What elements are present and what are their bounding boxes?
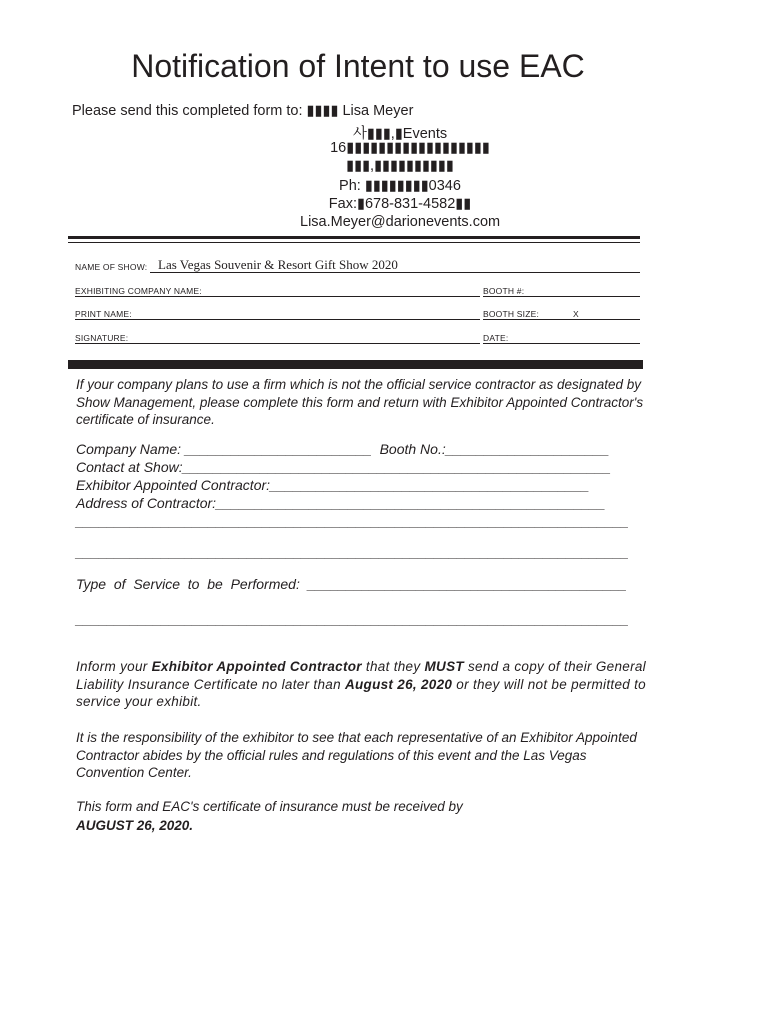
intro-paragraph: If your company plans to use a firm which is not the official service contractor as designated by Show Management, please complete this form and return with Exhibitor Appointed Contractor's certificate of insurance. bbox=[76, 377, 644, 427]
booth-size-x: X bbox=[573, 309, 579, 319]
address-email: Lisa.Meyer@darionevents.com bbox=[300, 214, 501, 230]
header-divider-thin bbox=[68, 242, 640, 243]
address-extra-line-1[interactable]: _______________________________________________________________________ bbox=[76, 513, 629, 529]
inform-text-4: or they will not be permitted to service your exhibit. bbox=[76, 676, 646, 709]
date-field[interactable] bbox=[483, 343, 640, 344]
address-extra-line-2[interactable]: _______________________________________________________________________ bbox=[76, 544, 629, 560]
print-name-field[interactable] bbox=[75, 319, 480, 320]
page-title: Notification of Intent to use EAC bbox=[131, 48, 585, 84]
exhibitor-contractor-line[interactable]: Exhibitor Appointed Contractor:_________________________________________ bbox=[76, 477, 590, 493]
inform-bold-date: August 26, 2020 bbox=[344, 676, 453, 692]
inform-paragraph bbox=[76, 658, 651, 711]
address-line-city: ▮▮▮,▮▮▮▮▮▮▮▮▮▮ bbox=[346, 158, 454, 174]
send-to-text: Please send this completed form to: ▮▮▮▮ Lisa Meyer bbox=[72, 103, 414, 119]
deadline-date: AUGUST 26, 2020. bbox=[76, 818, 194, 833]
inform-bold-eac: Exhibitor Appointed Contractor bbox=[151, 659, 362, 674]
name-of-show-label: NAME OF SHOW: bbox=[75, 262, 148, 272]
booth-number-label: BOOTH #: bbox=[483, 286, 525, 296]
print-name-label: PRINT NAME: bbox=[75, 309, 132, 319]
header-divider-thick bbox=[68, 236, 640, 239]
name-of-show-value: Las Vegas Souvenir & Resort Gift Show 2020 bbox=[158, 257, 398, 272]
booth-number-field[interactable] bbox=[483, 296, 640, 297]
signature-label: SIGNATURE: bbox=[75, 333, 129, 343]
inform-text-3: send a copy of their General Liability Insurance Certificate no later than bbox=[76, 659, 646, 692]
section-divider-bar bbox=[68, 360, 643, 369]
service-extra-line[interactable]: _______________________________________________________________________ bbox=[76, 611, 629, 627]
address-fax: Fax:▮678-831-4582▮▮ bbox=[328, 196, 472, 212]
address-phone: Ph: ▮▮▮▮▮▮▮▮0346 bbox=[339, 178, 461, 194]
name-of-show-line bbox=[150, 272, 640, 273]
address-of-contractor-line[interactable]: Address of Contractor:__________________________________________________ bbox=[76, 495, 606, 511]
booth-size-label: BOOTH SIZE: bbox=[483, 309, 540, 319]
inform-text-2: that they bbox=[361, 659, 425, 674]
address-line-street: 16▮▮▮▮▮▮▮▮▮▮▮▮▮▮▮▮▮▮ bbox=[330, 140, 490, 156]
contact-at-show-line[interactable]: Contact at Show:_______________________________________________________ bbox=[76, 459, 611, 475]
booth-size-field[interactable] bbox=[483, 319, 640, 320]
responsibility-paragraph: It is the responsibility of the exhibitor to see that each representative of an Exhibitor Appointed Contractor abides by the official rules and regulations of this event and the Las Vegas Convention Center. bbox=[76, 730, 637, 780]
signature-field[interactable] bbox=[75, 343, 480, 344]
date-label: DATE: bbox=[483, 333, 509, 343]
deadline-text: This form and EAC's certificate of insurance must be received by bbox=[76, 799, 463, 814]
company-name-label: EXHIBITING COMPANY NAME: bbox=[75, 286, 202, 296]
inform-text-1: Inform your bbox=[76, 659, 152, 674]
company-name-line[interactable]: Company Name: ________________________ Booth No.:_____________________ bbox=[76, 441, 610, 457]
company-name-field[interactable] bbox=[75, 296, 480, 297]
service-type-line[interactable]: Type of Service to be Performed: _________________________________________ bbox=[76, 576, 627, 592]
address-line-company: 사▮▮▮,▮Events bbox=[352, 126, 448, 142]
inform-bold-must: MUST bbox=[424, 659, 464, 674]
